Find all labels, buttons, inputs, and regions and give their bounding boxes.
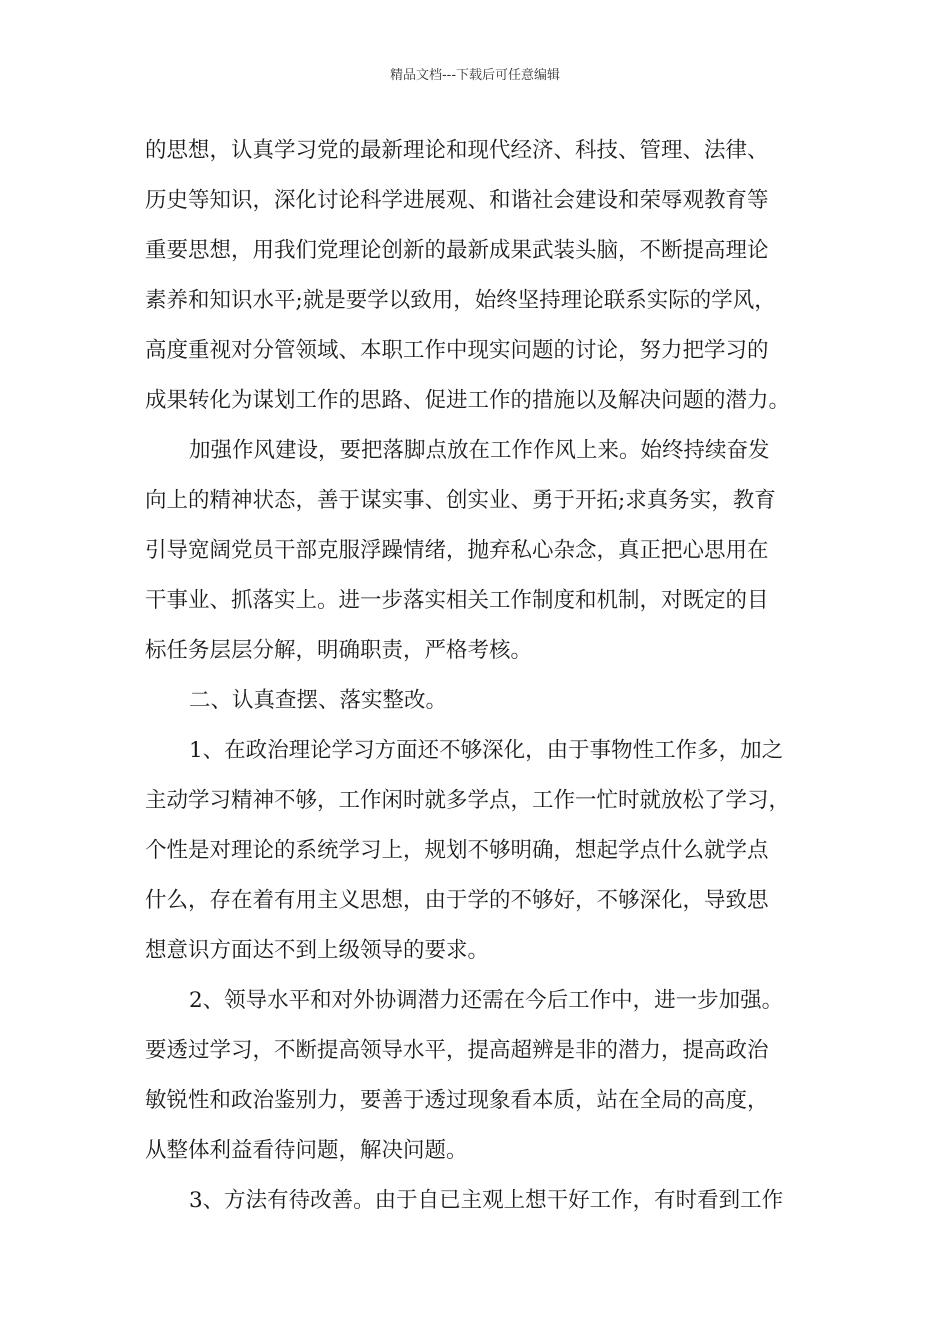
body-line: 要透过学习，不断提高领导水平，提高超辨是非的潜力，提高政治 [145,1038,769,1063]
body-line: 想意识方面达不到上级领导的要求。 [145,938,490,963]
section-heading: 二、认真查摆、落实整改。 [189,688,448,713]
body-line: 主动学习精神不够，工作闲时就多学点，工作一忙时就放松了学习， [145,788,791,813]
body-line: 重要思想，用我们党理论创新的最新成果武装头脑，不断提高理论 [145,238,769,263]
body-line: 向上的精神状态，善于谋实事、创实业、勇于开拓;求真务实，教育 [145,488,776,513]
body-line: 高度重视对分管领域、本职工作中现实问题的讨论，努力把学习的 [145,338,769,363]
body-line: 敏锐性和政治鉴别力，要善于透过现象看本质，站在全局的高度， [145,1088,769,1113]
paragraph-first-line: 加强作风建设，要把落脚点放在工作作风上来。始终持续奋发 [189,438,770,463]
paragraph-first-line: 1、在政治理论学习方面还不够深化，由于事物性工作多，加之 [189,738,784,763]
body-line: 标任务层层分解，明确职责，严格考核。 [145,638,533,663]
page-header: 精品文档---下载后可任意编辑 [389,68,561,83]
paragraph-first-line: 3、方法有待改善。由于自已主观上想干好工作，有时看到工作 [189,1188,784,1213]
body-line: 历史等知识，深化讨论科学进展观、和谐社会建设和荣辱观教育等 [145,188,769,213]
paragraph-first-line: 2、领导水平和对外协调潜力还需在今后工作中，进一步加强。 [189,988,784,1013]
body-line: 素养和知识水平;就是要学以致用，始终坚持理论联系实际的学风， [145,288,776,313]
body-line: 个性是对理论的系统学习上，规划不够明确，想起学点什么就学点 [145,838,769,863]
body-line: 什么，存在着有用主义思想，由于学的不够好，不够深化，导致思 [145,888,769,913]
body-line: 成果转化为谋划工作的思路、促进工作的措施以及解决问题的潜力。 [145,388,791,413]
body-line: 引导宽阔党员干部克服浮躁情绪，抛弃私心杂念，真正把心思用在 [145,538,769,563]
body-line: 干事业、抓落实上。进一步落实相关工作制度和机制，对既定的目 [145,588,769,613]
body-line: 的思想，认真学习党的最新理论和现代经济、科技、管理、法律、 [145,138,769,163]
body-line: 从整体利益看待问题，解决问题。 [145,1138,468,1163]
